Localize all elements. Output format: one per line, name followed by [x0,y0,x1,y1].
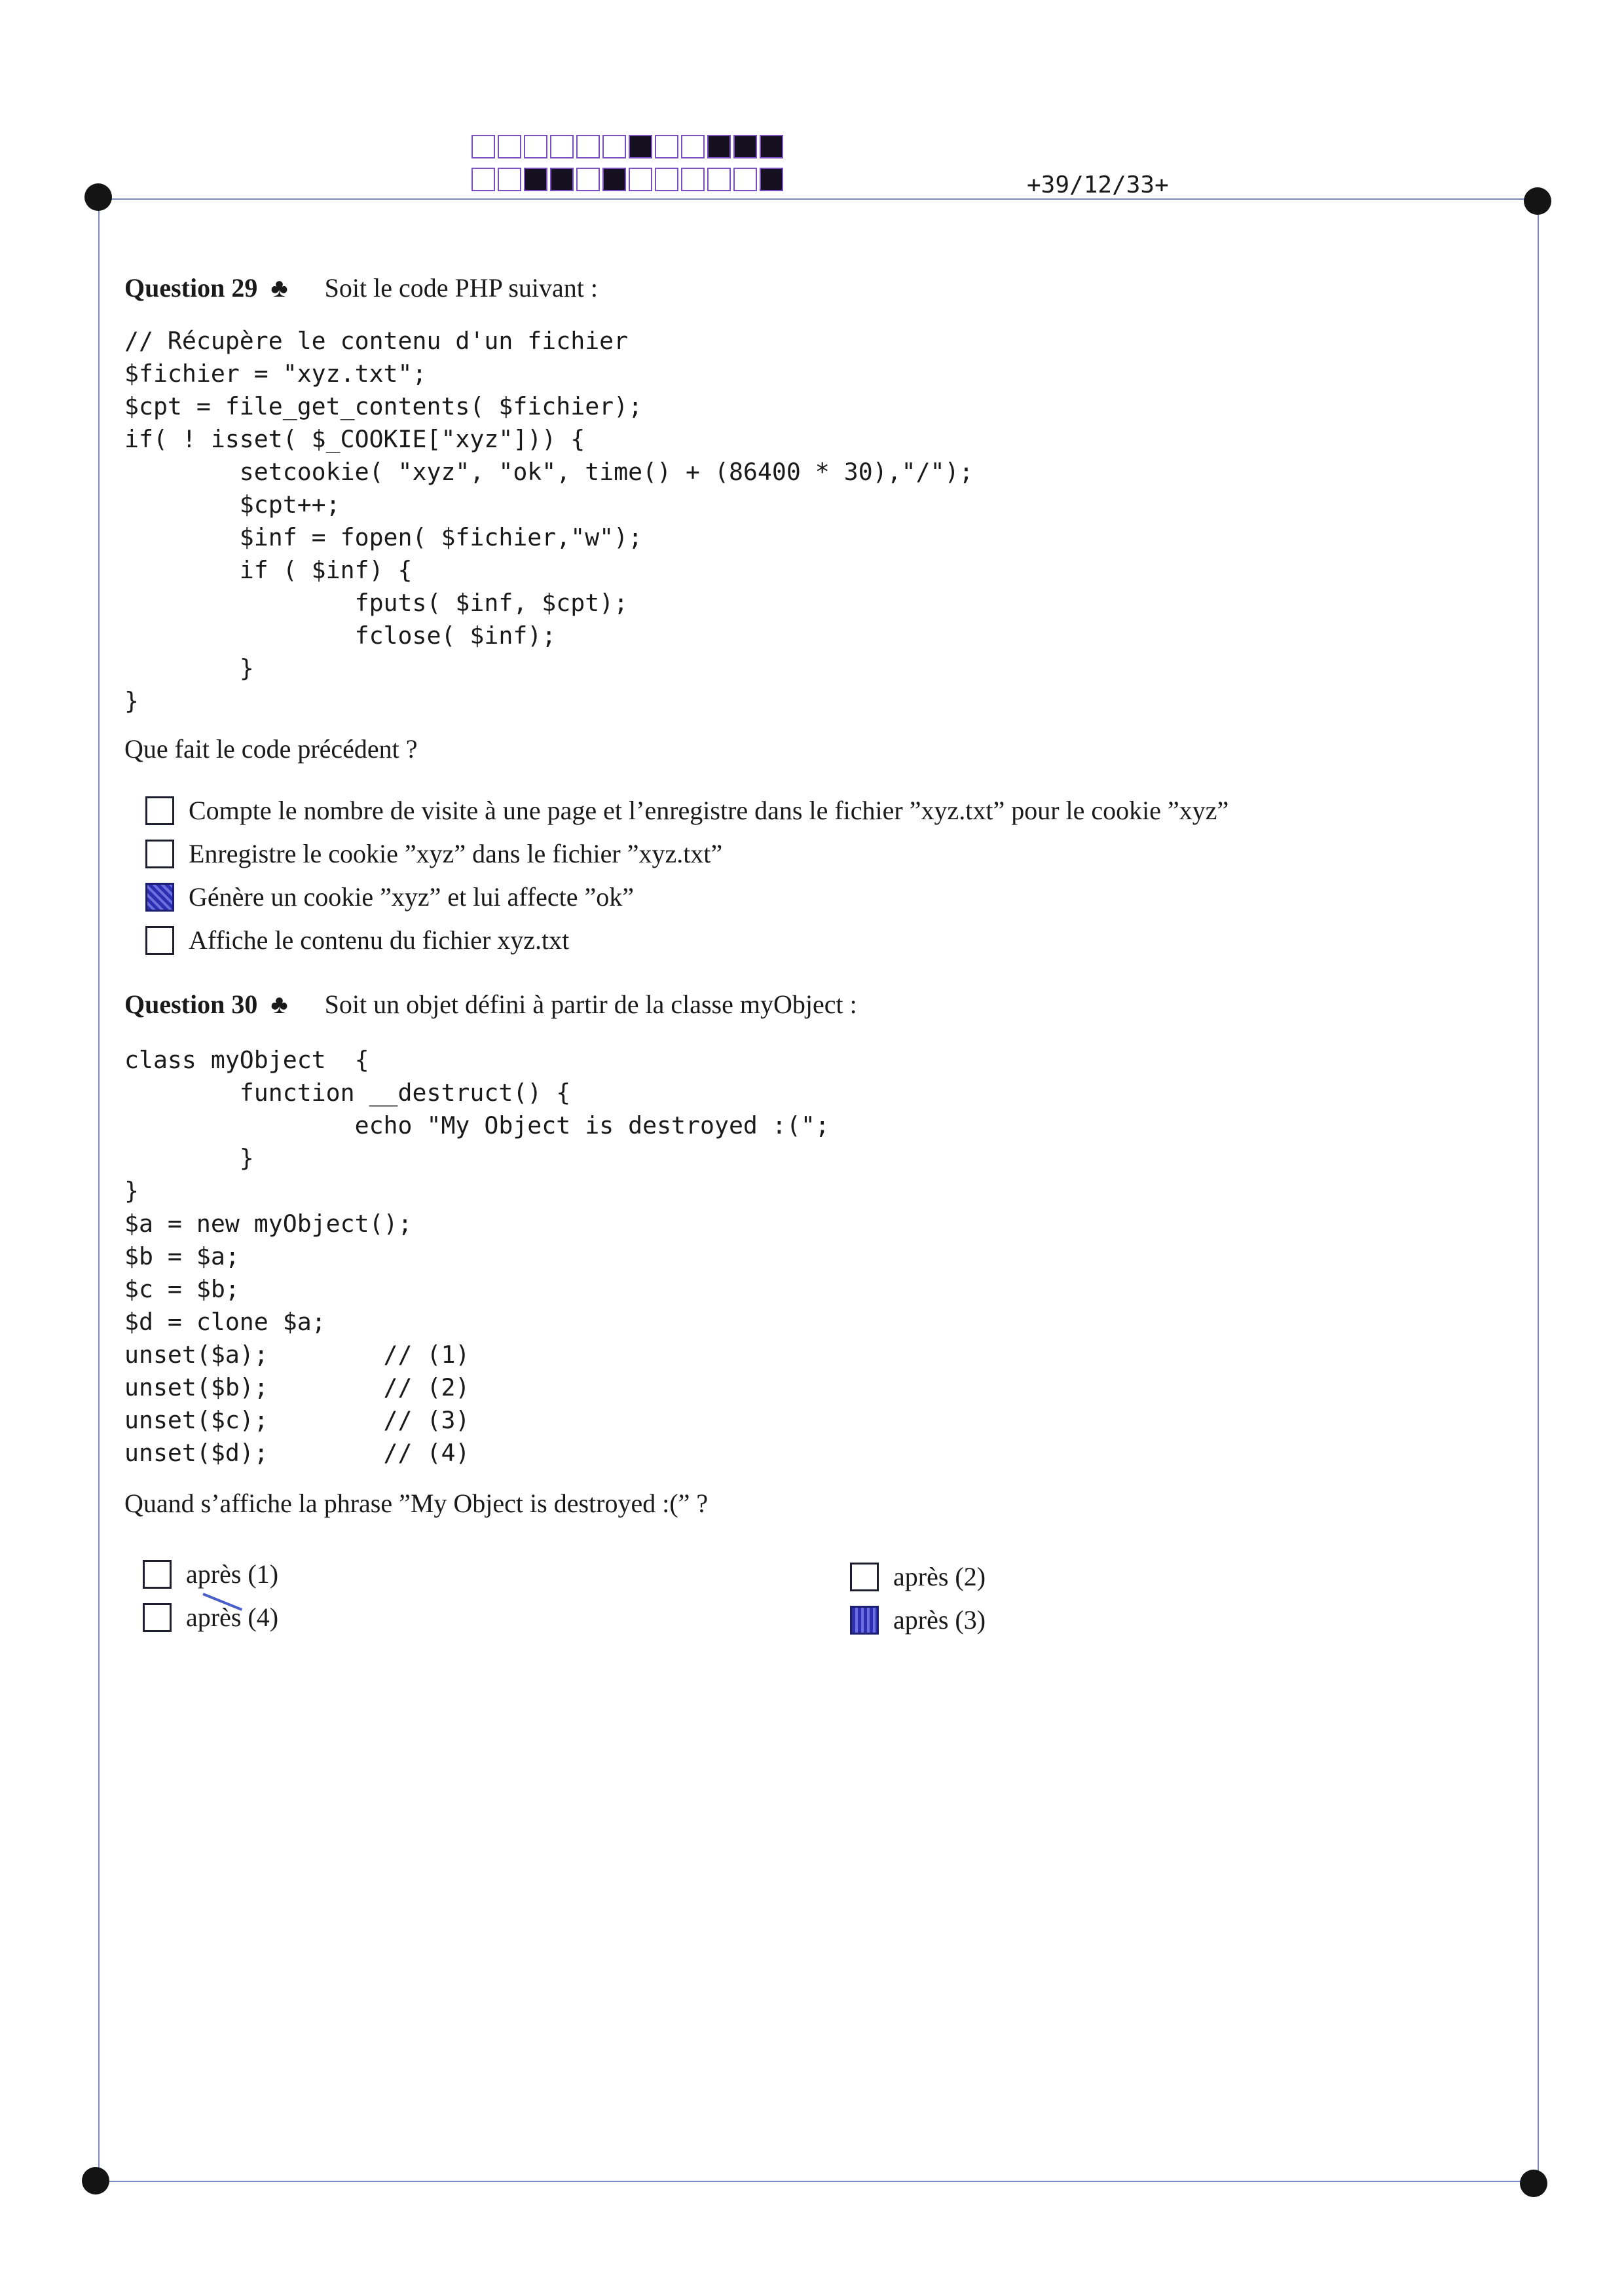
code-cell-empty [707,168,731,191]
code-cell-empty [524,135,547,158]
question-header [124,271,1532,305]
checkbox[interactable] [143,1603,172,1632]
option-label: après (2) [893,1562,986,1591]
frame-right-line [1538,198,1539,2181]
option-label: après (4) [186,1602,279,1632]
checkbox[interactable] [143,1560,172,1589]
corner-marker-top-right [1524,187,1551,215]
club-icon: ♣ [270,990,288,1019]
code-cell-empty [655,168,678,191]
question-intro: Soit un objet défini à partir de la classe myObject : [324,990,857,1019]
id-code-row-1 [471,135,786,161]
checkbox-checked[interactable] [145,883,174,912]
answer-option[interactable] [145,838,722,869]
answer-option[interactable] [143,1559,278,1589]
answer-option[interactable] [145,925,569,955]
code-cell-empty [681,168,705,191]
question-30 [124,988,1532,1521]
corner-marker-top-left [84,183,112,211]
frame-left-line [98,198,100,2181]
code-cell-filled [629,135,652,158]
club-icon: ♣ [270,273,288,303]
question-intro: Soit le code PHP suivant : [324,273,599,303]
option-label: Enregistre le cookie ”xyz” dans le fichier ”xyz.txt” [189,839,723,868]
answer-option[interactable] [145,795,1228,826]
frame-top-line [98,198,1536,200]
code-cell-empty [602,135,626,158]
code-cell-empty [733,168,757,191]
checkbox[interactable] [145,926,174,955]
checkbox[interactable] [145,840,174,868]
code-cell-empty [498,168,521,191]
option-label: Affiche le contenu du fichier xyz.txt [189,925,570,955]
question-label: Question 29 [124,273,258,303]
checkbox-checked[interactable] [850,1606,879,1635]
question-prompt: Que fait le code précédent ? [124,734,418,764]
code-block: class myObject { function __destruct() { echo "My Object is destroyed :("; } } $a = new myObject(); $b = $a; $c = $b; $d = clone $a; unset($a); // (1) unset($b); // (2) unset($c); // (3) unset($d); // (4) [124,1046,830,1467]
option-label: après (3) [893,1605,986,1635]
frame-bottom-line [96,2181,1534,2182]
question-label: Question 30 [124,990,258,1019]
code-cell-filled [760,168,783,191]
code-cell-filled [602,168,626,191]
checkbox[interactable] [850,1563,879,1591]
corner-marker-bottom-right [1520,2170,1547,2197]
option-label: Génère un cookie ”xyz” et lui affecte ”ok” [189,882,634,912]
code-cell-filled [524,168,547,191]
corner-marker-bottom-left [82,2167,109,2194]
code-block: // Récupère le contenu d'un fichier $fichier = "xyz.txt"; $cpt = file_get_contents( $fichier); if( ! isset( $_COOKIE["xyz"])) { setcookie( "xyz", "ok", time() + (86400 * 30),"/"); $cpt++; $inf = fopen( $fichier,"w"); if ( $inf) { fputs( $inf, $cpt); fclose( $inf); } } [124,327,974,715]
answer-option[interactable] [143,1602,278,1633]
page-id: +39/12/33+ [1027,172,1169,198]
code-cell-empty [471,135,495,158]
question-prompt: Quand s’affiche la phrase ”My Object is destroyed :(” ? [124,1489,709,1518]
code-cell-empty [550,135,574,158]
id-code-row-2 [471,168,786,194]
code-cell-filled [760,135,783,158]
answer-option[interactable] [145,881,634,912]
question-header [124,988,1532,1022]
code-cell-empty [498,135,521,158]
answer-option[interactable] [850,1561,986,1592]
code-cell-empty [681,135,705,158]
code-cell-empty [576,135,600,158]
question-29 [124,271,1532,766]
code-cell-empty [655,135,678,158]
option-label: Compte le nombre de visite à une page et l’enregistre dans le fichier ”xyz.txt” pour le cookie ”xyz” [189,796,1229,825]
code-cell-empty [629,168,652,191]
answer-option[interactable] [850,1604,986,1635]
option-label: après (1) [186,1559,279,1589]
checkbox[interactable] [145,796,174,825]
code-cell-filled [550,168,574,191]
code-cell-filled [733,135,757,158]
code-cell-empty [471,168,495,191]
code-cell-empty [576,168,600,191]
code-cell-filled [707,135,731,158]
